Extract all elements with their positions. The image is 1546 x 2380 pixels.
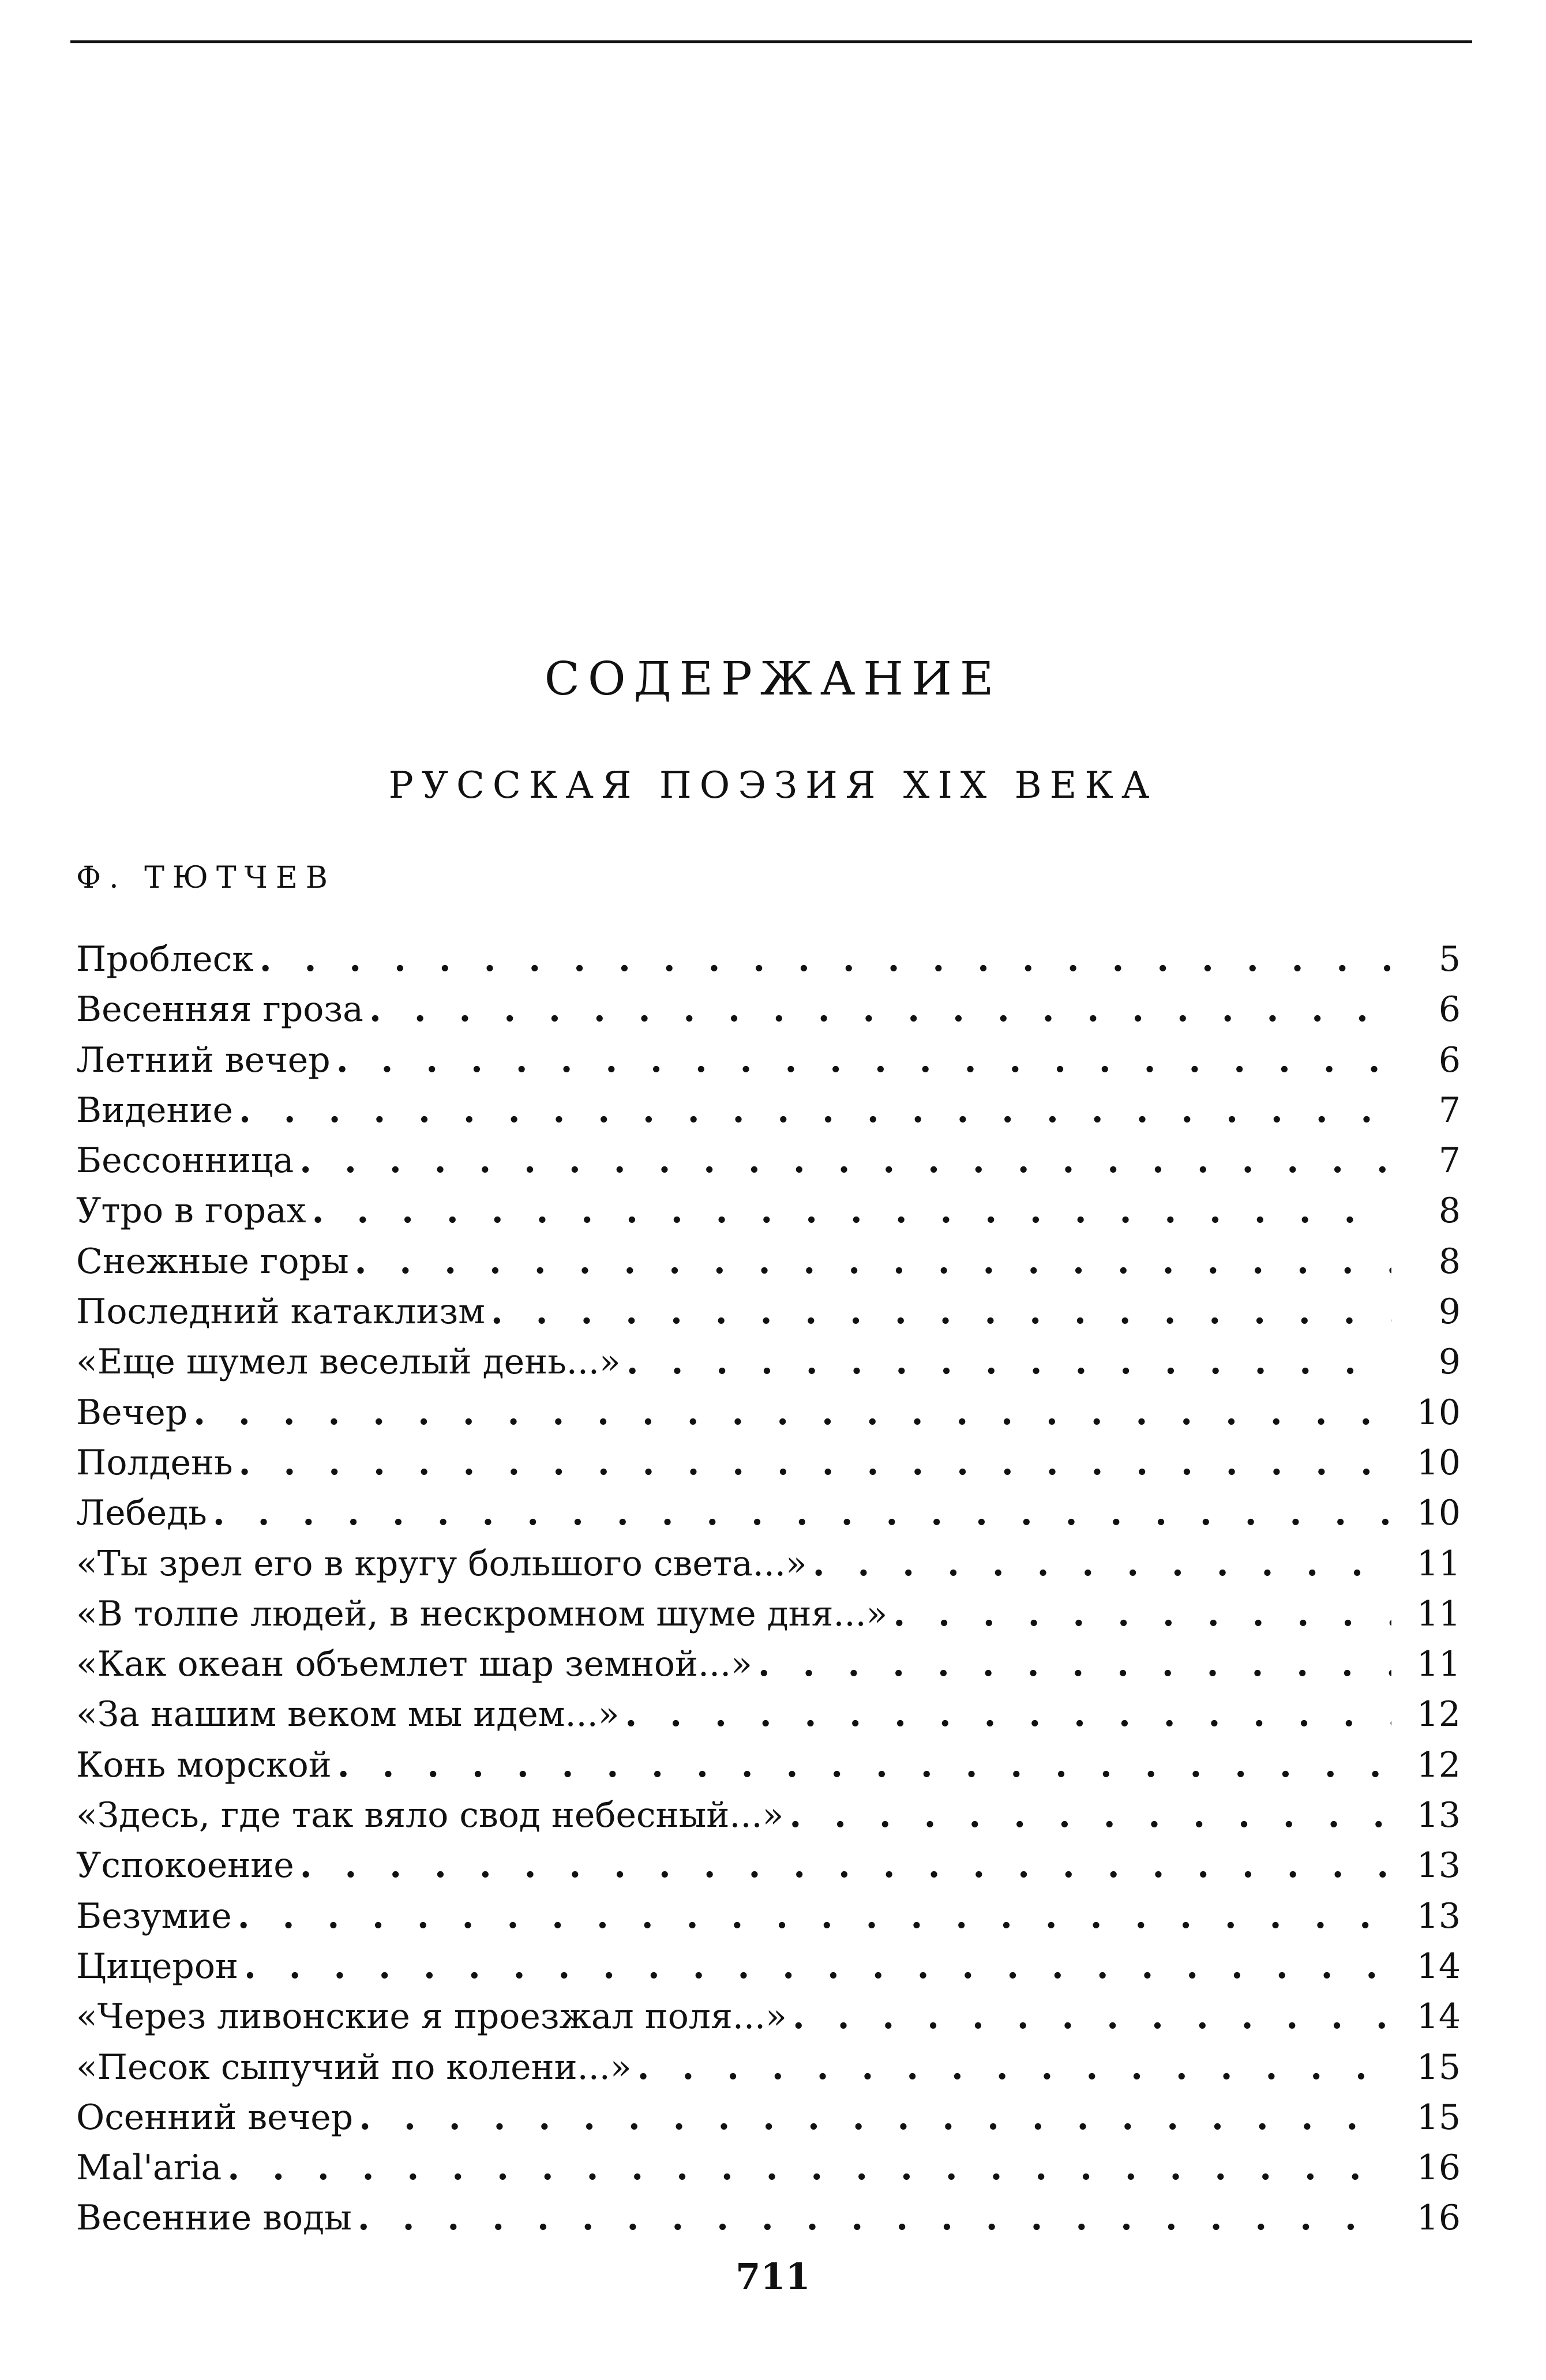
toc-entry-title: Mal'aria (76, 2148, 222, 2188)
toc-entry-page: 8 (1438, 1241, 1461, 1282)
toc-entry (76, 1690, 1461, 1740)
toc-entry-title: «В толпе людей, в нескромном шуме дня...» (76, 1593, 888, 1634)
toc-dot-leader (369, 985, 1391, 1035)
top-rule (70, 40, 1472, 43)
toc-entry-page: 10 (1416, 1493, 1461, 1534)
toc-entry (76, 1891, 1461, 1942)
toc-dot-leader (193, 1388, 1391, 1438)
toc-entry (76, 1337, 1461, 1387)
toc-dot-leader (300, 1841, 1391, 1891)
toc-dot-leader (244, 1942, 1391, 1992)
toc-entry (76, 1589, 1461, 1639)
toc-dot-leader (758, 1639, 1391, 1690)
toc-entry (76, 2093, 1461, 2143)
toc-entry-title: Вечер (76, 1392, 188, 1433)
toc-dot-leader (637, 2043, 1391, 2093)
toc-entry (76, 1992, 1461, 2042)
toc-entry-page: 10 (1416, 1392, 1461, 1433)
toc-entry (76, 1639, 1461, 1690)
toc-entry-title: «За нашим веком мы идем...» (76, 1694, 620, 1735)
toc-entry-page: 13 (1416, 1795, 1461, 1836)
toc-entry-title: Весенние воды (76, 2198, 352, 2239)
toc-entry-page: 6 (1438, 1039, 1461, 1080)
toc-entry-title: «Песок сыпучий по колени...» (76, 2047, 632, 2088)
toc-entry-title: «Как океан объемлет шар земной...» (76, 1644, 752, 1685)
contents-title: СОДЕРЖАНИЕ (544, 652, 1002, 705)
toc-dot-leader (239, 1438, 1391, 1488)
toc-entry-title: Безумие (76, 1895, 232, 1936)
toc-entry-page: 15 (1416, 2047, 1461, 2088)
toc-entry-page: 11 (1416, 1543, 1461, 1584)
toc-entry (76, 1790, 1461, 1841)
toc-entry (76, 1841, 1461, 1891)
toc-entry-title: «Ты зрел его в кругу большого света...» (76, 1543, 807, 1584)
toc-entry-page: 11 (1416, 1593, 1461, 1634)
toc-entry-title: Полдень (76, 1442, 233, 1483)
toc-entry-page: 9 (1438, 1342, 1461, 1383)
toc-entry (76, 1237, 1461, 1287)
toc-dot-leader (260, 934, 1391, 985)
toc-entry-title: «Здесь, где так вяло свод небесный...» (76, 1795, 784, 1836)
toc-entry (76, 2043, 1461, 2093)
toc-entry (76, 1035, 1461, 1086)
toc-entry-title: Летний вечер (76, 1039, 331, 1080)
toc-dot-leader (213, 1488, 1391, 1538)
toc-entry-title: Снежные горы (76, 1241, 349, 1282)
toc-dot-leader (227, 2143, 1391, 2193)
toc-entry-page: 11 (1416, 1644, 1461, 1685)
author-heading: Ф. ТЮТЧЕВ (76, 861, 336, 895)
toc-entry (76, 1942, 1461, 1992)
toc-entry-page: 16 (1416, 2148, 1461, 2188)
toc-entry (76, 1740, 1461, 1790)
toc-entry (76, 1539, 1461, 1589)
toc-entry-page: 13 (1416, 1845, 1461, 1886)
toc-entry-page: 13 (1416, 1895, 1461, 1936)
toc-dot-leader (491, 1287, 1391, 1337)
toc-dot-leader (238, 1891, 1391, 1942)
toc-entry-page: 12 (1416, 1694, 1461, 1735)
toc-entry-page: 14 (1416, 1946, 1461, 1987)
toc-entry (76, 1086, 1461, 1136)
page-number: 711 (736, 2255, 810, 2298)
toc-entry-title: Цицерон (76, 1946, 238, 1987)
toc-entry-title: Весенняя гроза (76, 989, 363, 1030)
toc-entry-page: 16 (1416, 2198, 1461, 2239)
toc-entry (76, 1287, 1461, 1337)
toc-entry (76, 1488, 1461, 1538)
toc-dot-leader (336, 1035, 1391, 1086)
toc-entry-page: 6 (1438, 989, 1461, 1030)
toc-dot-leader (299, 1136, 1391, 1186)
toc-entry (76, 1388, 1461, 1438)
toc-dot-leader (789, 1790, 1391, 1841)
toc-entry-title: Успокоение (76, 1845, 294, 1886)
toc-entry (76, 934, 1461, 985)
toc-dot-leader (893, 1589, 1391, 1639)
toc-entry-page: 7 (1438, 1140, 1461, 1181)
toc-entry (76, 985, 1461, 1035)
toc-entry-title: Конь морской (76, 1744, 332, 1785)
toc-dot-leader (793, 1992, 1391, 2042)
toc-entry-title: Лебедь (76, 1493, 207, 1534)
toc-dot-leader (359, 2093, 1391, 2143)
toc-entry (76, 1136, 1461, 1186)
toc-entry-page: 5 (1438, 939, 1461, 979)
toc-entry-page: 8 (1438, 1191, 1461, 1232)
toc-entry-title: «Через ливонские я проезжал поля...» (76, 1996, 787, 2037)
table-of-contents (76, 934, 1461, 2244)
toc-entry (76, 1186, 1461, 1236)
toc-entry (76, 2143, 1461, 2193)
toc-entry-title: Видение (76, 1090, 234, 1131)
toc-dot-leader (337, 1740, 1391, 1790)
toc-entry-title: Бессонница (76, 1140, 294, 1181)
toc-entry-page: 12 (1416, 1744, 1461, 1785)
toc-entry-title: Осенний вечер (76, 2097, 354, 2138)
toc-entry-title: Утро в горах (76, 1191, 306, 1232)
toc-entry-title: Последний катаклизм (76, 1292, 485, 1332)
toc-entry-page: 9 (1438, 1292, 1461, 1332)
toc-dot-leader (355, 1237, 1391, 1287)
toc-dot-leader (312, 1186, 1391, 1236)
toc-entry-page: 14 (1416, 1996, 1461, 2037)
toc-entry-title: «Еще шумел веселый день...» (76, 1342, 621, 1383)
toc-entry (76, 1438, 1461, 1488)
toc-dot-leader (813, 1539, 1391, 1589)
toc-entry-title: Проблеск (76, 939, 254, 979)
toc-entry-page: 7 (1438, 1090, 1461, 1131)
toc-dot-leader (626, 1337, 1391, 1387)
toc-dot-leader (239, 1086, 1391, 1136)
toc-dot-leader (625, 1690, 1391, 1740)
toc-entry-page: 10 (1416, 1442, 1461, 1483)
toc-dot-leader (358, 2193, 1391, 2243)
section-title: РУССКАЯ ПОЭЗИЯ XIX ВЕКА (388, 764, 1158, 807)
toc-entry-page: 15 (1416, 2097, 1461, 2138)
toc-entry (76, 2193, 1461, 2243)
